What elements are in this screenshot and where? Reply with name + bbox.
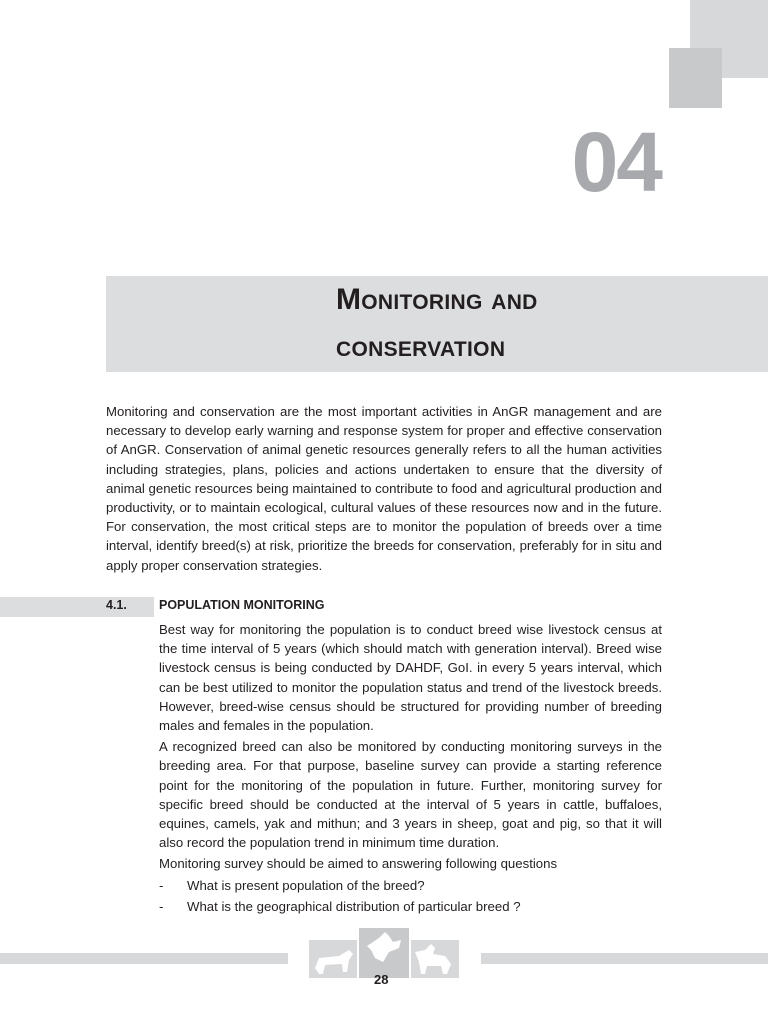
question-list-item [159, 897, 662, 916]
section-title: POPULATION MONITORING [159, 598, 325, 612]
bullet-dash: - [159, 898, 164, 914]
section-paragraph: Monitoring survey should be aimed to answering following questions [159, 856, 558, 872]
corner-square-decoration [669, 48, 722, 108]
section-heading-band [0, 597, 154, 617]
question-text: What is the geographical distribution of particular breed ? [187, 898, 521, 914]
intro-paragraph: Monitoring and conservation are the most important activities in AnGR management and are necessary to develop early warning and response system for proper and effective conservation of AnGR. Conservation of animal genetic resources generally refers to all the human activities including strategies, plans, policies and actions undertaken to ensure that the diversity of animal genetic resources being maintained to contribute to food and agricultural production and productivity, or to maintain ecological, cultural values of these resources now and in the future. For conservation, the most critical steps are to monitor the population of breeds over a time interval, identify breed(s) at risk, prioritize the breeds for conservation, preferably for in situ and apply proper conservation strategies. [106, 404, 662, 573]
bullet-dash: - [159, 877, 164, 893]
section-body [159, 620, 662, 918]
page-number: 28 [374, 972, 389, 987]
section-number: 4.1. [106, 598, 127, 612]
chapter-title [336, 276, 676, 370]
chapter-title-line-1: Monitoring and [336, 283, 538, 316]
section-paragraph: A recognized breed can also be monitored by conducting monitoring surveys in the breeding area. For that purpose, baseline survey can provide a starting reference point for the monitoring of the population in future. Further, monitoring survey for specific breed should be conducted at the interval of 5 years in cattle, buffaloes, equines, camels, yak and mithun; and 3 years in sheep, goat and pig, so that it will also record the population trend in minimum time duration. [159, 739, 662, 851]
chapter-title-line-2: conservation [336, 330, 506, 363]
chapter-number: 04 [571, 115, 661, 209]
question-text: What is present population of the breed? [187, 877, 425, 893]
question-list-item [159, 876, 662, 895]
livestock-silhouettes-icon [309, 928, 459, 978]
footer-rule-left [0, 953, 288, 964]
footer-rule-right [481, 953, 768, 964]
section-paragraph: Best way for monitoring the population is to conduct breed wise livestock census at the time interval of 5 years (which should match with generation interval). Breed wise livestock census is being conducted by DAHDF, GoI. in every 5 years interval, which can be best utilized to monitor the population status and trend of the livestock breeds. However, breed-wise census should be structured for providing number of breeding males and females in the population. [159, 622, 662, 734]
